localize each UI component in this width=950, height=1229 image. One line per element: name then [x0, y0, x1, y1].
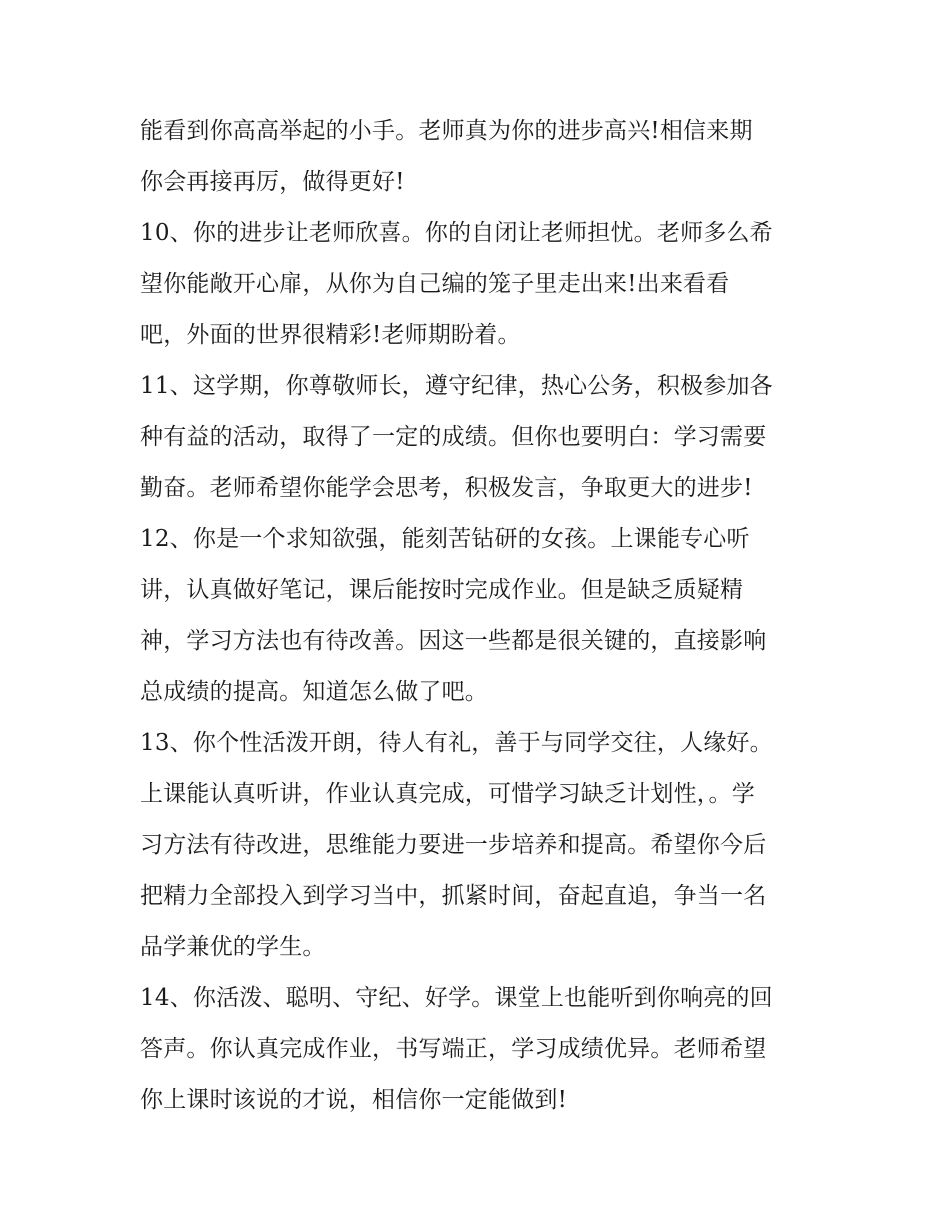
- text-line: 能看到你高高举起的小手。老师真为你的进步高兴!相信来期: [140, 118, 753, 144]
- text-line: 勤奋。老师希望你能学会思考，积极发言，争取更大的进步!: [140, 475, 753, 501]
- text-line: 品学兼优的学生。: [140, 934, 326, 960]
- text-line: 你上课时该说的才说，相信你一定能做到!: [140, 1087, 568, 1113]
- text-line: 上课能认真听讲，作业认真完成，可惜学习缺乏计划性，。学: [140, 781, 755, 807]
- text-line: 种有益的活动，取得了一定的成绩。但你也要明白：学习需要: [140, 424, 767, 450]
- text-line: 望你能敞开心扉，从你为自己编的笼子里走出来!出来看看: [140, 271, 730, 297]
- document-body: [140, 106, 830, 1126]
- text-line: 14、你活泼、聪明、守纪、好学。课堂上也能听到你响亮的回: [140, 985, 773, 1011]
- text-line: 10、你的进步让老师欣喜。你的自闭让老师担忧。老师多么希: [140, 220, 773, 246]
- text-line: 你会再接再厉，做得更好!: [140, 169, 405, 195]
- text-line: 答声。你认真完成作业，书写端正，学习成绩优异。老师希望: [140, 1036, 767, 1062]
- text-line: 讲，认真做好笔记，课后能按时完成作业。但是缺乏质疑精: [140, 577, 744, 603]
- text-line: 13、你个性活泼开朗，待人有礼，善于与同学交往，人缘好。: [140, 730, 773, 756]
- text-line: 习方法有待改进，思维能力要进一步培养和提高。希望你今后: [140, 832, 767, 858]
- text-line: 11、这学期，你尊敬师长，遵守纪律，热心公务，积极参加各: [140, 373, 773, 399]
- text-line: 把精力全部投入到学习当中，抓紧时间，奋起直追，争当一名: [140, 883, 767, 909]
- text-line: 吧，外面的世界很精彩!老师期盼着。: [140, 322, 521, 348]
- text-line: 神，学习方法也有待改善。因这一些都是很关键的，直接影响: [140, 628, 767, 654]
- text-line: 12、你是一个求知欲强，能刻苦钻研的女孩。上课能专心听: [140, 526, 750, 552]
- text-line: 总成绩的提高。知道怎么做了吧。: [140, 679, 488, 705]
